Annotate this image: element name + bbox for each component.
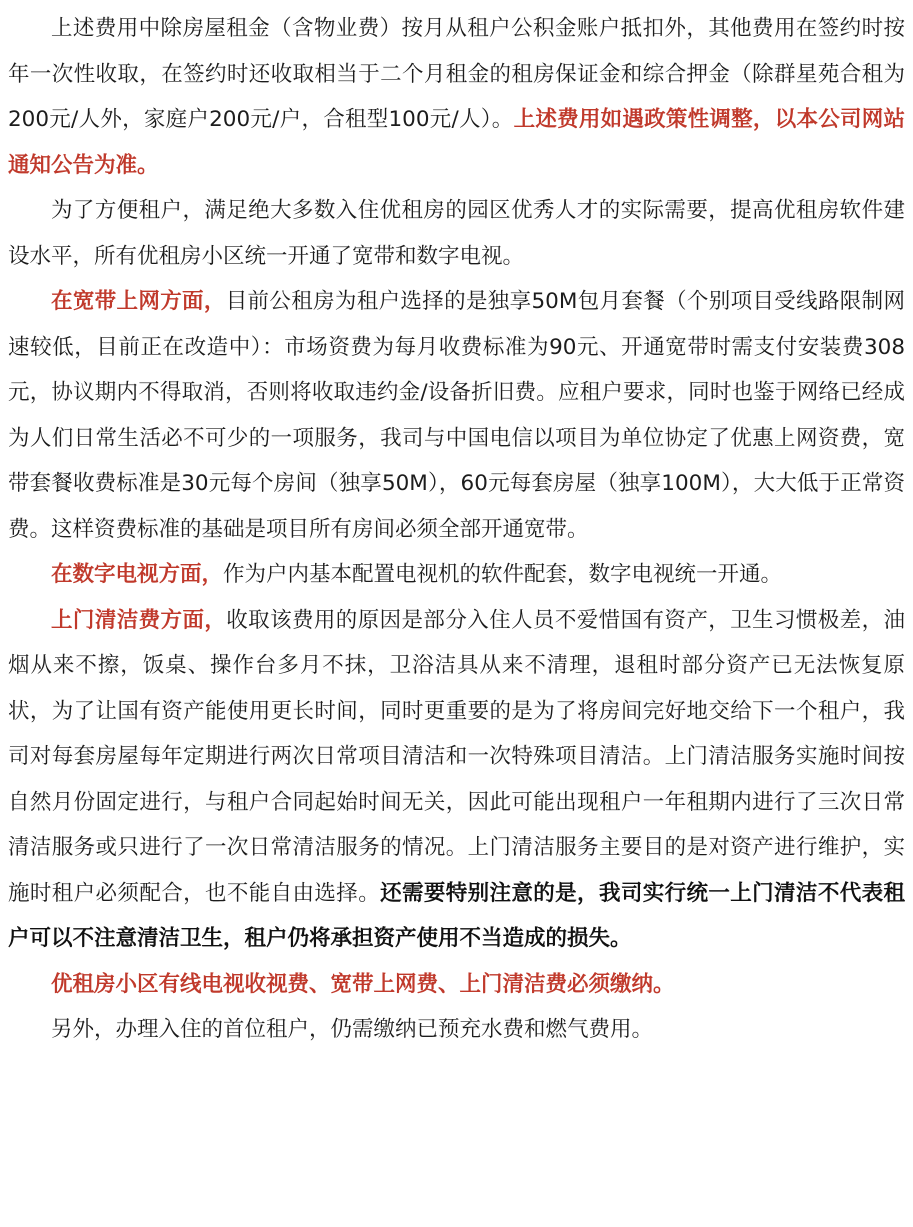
paragraph-first-tenant (8, 1007, 905, 1053)
cleaning-heading: 上门清洁费方面， (51, 607, 227, 633)
paragraph-fees-collection (8, 6, 905, 188)
paragraph-mandatory-fees (8, 962, 905, 1008)
mandatory-fees-notice: 优租房小区有线电视收视费、宽带上网费、上门清洁费必须缴纳。 (51, 971, 675, 997)
cleaning-special-note: 还需要特别注意的是，我司实行统一上门清洁不代表租户可以不注意清洁卫生，租户仍将承担资产使用不当造成的损失。 (8, 880, 905, 951)
paragraph-digital-tv (8, 552, 905, 598)
paragraph-broadband (8, 279, 905, 552)
paragraph-broadband-tv-intro (8, 188, 905, 279)
digital-tv-heading: 在数字电视方面， (51, 562, 224, 587)
broadband-tv-intro-text: 为了方便租户，满足绝大多数入住优租房的园区优秀人才的实际需要，提高优租房软件建设水平，所有优租房小区统一开通了宽带和数字电视。 (8, 198, 905, 269)
fees-collection-text: 上述费用中除房屋租金（含物业费）按月从租户公积金账户抵扣外，其他费用在签约时按年一次性收取，在签约时还收取相当于二个月租金的租房保证金和综合押金（除群星苑合租为200元/人外，家庭户200元/户，合租型100元/人）。 (8, 16, 905, 132)
broadband-text: 目前公租房为租户选择的是独享50M包月套餐（个别项目受线路限制网速较低，目前正在改造中）：市场资费为每月收费标准为90元、开通宽带时需支付安装费308元，协议期内不得取消，否则将收取违约金/设备折旧费。应租户要求，同时也鉴于网络已经成为人们日常生活必不可少的一项服务，我司与中国电信以项目为单位协定了优惠上网资费，宽带套餐收费标准是30元每个房间（独享50M），60元每套房屋（独享100M），大大低于正常资费。这样资费标准的基础是项目所有房间必须全部开通宽带。 (8, 289, 905, 542)
broadband-heading: 在宽带上网方面， (51, 289, 226, 314)
policy-adjustment-notice: 上述费用如遇政策性调整，以本公司网站通知公告为准。 (8, 107, 905, 178)
paragraph-cleaning (8, 598, 905, 962)
first-tenant-text: 另外，办理入住的首位租户，仍需缴纳已预充水费和燃气费用。 (51, 1017, 654, 1042)
digital-tv-text: 作为户内基本配置电视机的软件配套，数字电视统一开通。 (223, 562, 783, 587)
cleaning-text: 收取该费用的原因是部分入住人员不爱惜国有资产，卫生习惯极差，油烟从来不擦，饭桌、操作台多月不抹，卫浴洁具从来不清理，退租时部分资产已无法恢复原状，为了让国有资产能使用更长时间，同时更重要的是为了将房间完好地交给下一个租户，我司对每套房屋每年定期进行两次日常项目清洁和一次特殊项目清洁。上门清洁服务实施时间按自然月份固定进行，与租户合同起始时间无关，因此可能出现租户一年租期内进行了三次日常清洁服务或只进行了一次日常清洁服务的情况。上门清洁服务主要目的是对资产进行维护，实施时租户必须配合，也不能自由选择。 (8, 607, 905, 906)
